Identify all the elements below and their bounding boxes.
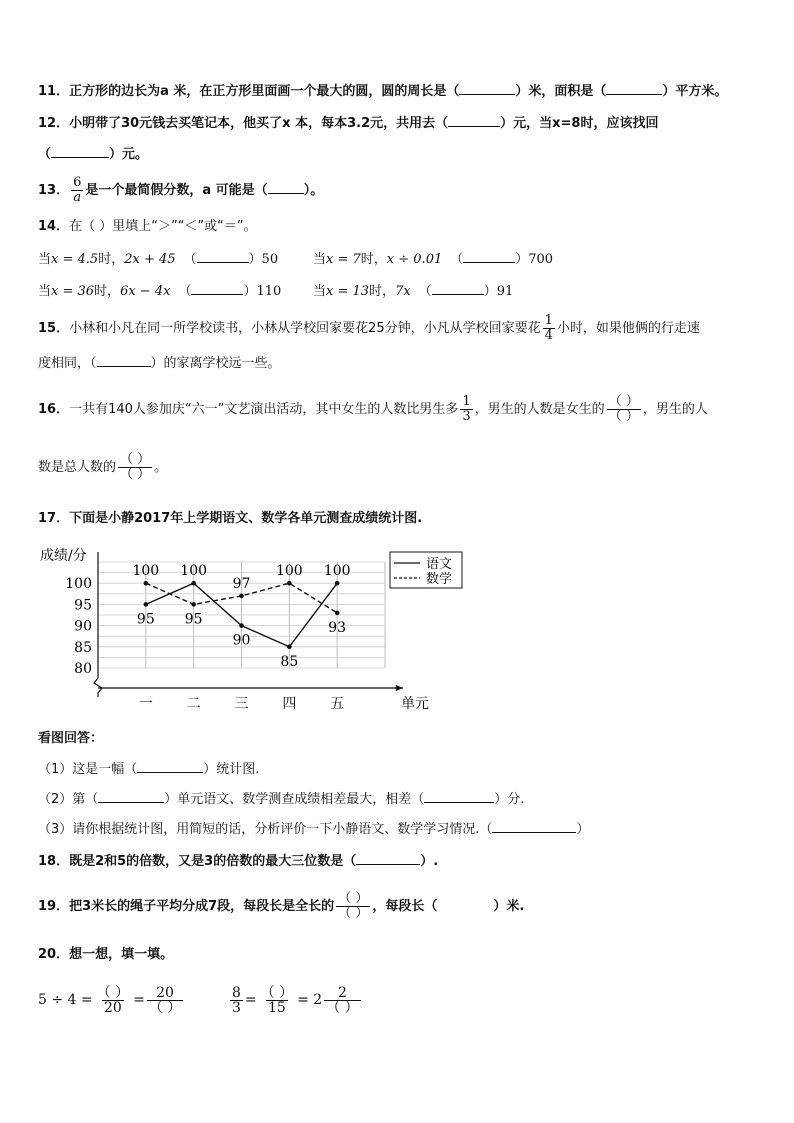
question-text: 。 [154, 460, 168, 475]
y-tick-label: 90 [74, 618, 92, 635]
question-12-cont [38, 145, 148, 164]
fraction-numerator: 2 [337, 984, 347, 1001]
mixed-number-whole: = 2 [297, 992, 323, 1008]
question-number: 18． [38, 854, 70, 869]
fraction [71, 176, 83, 205]
question-text: 既是2和5的倍数，又是3的倍数的最大三位数是（ [69, 854, 357, 869]
fraction [543, 314, 555, 343]
fraction-numerator: 1 [544, 313, 553, 328]
fraction-denominator: 4 [544, 328, 553, 343]
question-number: 11． [38, 84, 70, 99]
question-19 [38, 890, 524, 924]
question-text: （ [38, 147, 52, 162]
question-number: 12． [38, 116, 70, 131]
question-text: 数是总人数的 [38, 460, 117, 475]
question-text: 把3米长的绳子平均分成7段，每段长是全长的 [69, 899, 335, 914]
question-12 [38, 114, 658, 133]
answer-blank[interactable] [197, 250, 249, 263]
answer-blank[interactable] [356, 852, 420, 865]
question-text: ）统计图. [203, 762, 260, 777]
data-point-数学 [239, 594, 244, 599]
y-tick-label: 80 [74, 661, 92, 677]
paren: （ [418, 284, 432, 299]
data-label-语文: 95 [136, 611, 155, 628]
question-text: 正方形的边长为a 米，在正方形里面画一个最大的圆，圆的周长是（ [69, 84, 460, 99]
question-number: 14． [38, 219, 70, 234]
data-label-语文: 100 [180, 563, 208, 580]
blank-fraction[interactable] [607, 395, 641, 424]
x-tick-label: 五 [330, 696, 345, 712]
paren: ） [248, 252, 262, 267]
question-number: 16． [38, 402, 70, 417]
data-label-语文: 85 [280, 653, 299, 670]
question-text: ）米. [493, 899, 525, 914]
fraction-denominator[interactable]: （ ） [148, 999, 182, 1016]
question-17 [38, 510, 422, 528]
answer-blank[interactable] [463, 250, 515, 263]
question-text: ）元。 [109, 147, 149, 162]
equals-sign: = [244, 992, 257, 1008]
data-point-数学 [335, 611, 340, 616]
fraction-denominator: 3 [232, 999, 241, 1016]
answer-blank[interactable] [191, 282, 243, 295]
x-tick-label: 二 [186, 696, 201, 712]
data-point-语文 [191, 581, 196, 586]
text: 当 [38, 252, 52, 267]
expression: 7x [395, 284, 411, 299]
data-label-语文: 100 [323, 563, 351, 580]
question-text: ）。 [303, 183, 324, 198]
answer-blank[interactable] [424, 790, 494, 803]
equals-sign: = [133, 992, 145, 1008]
question-text: （3）请你根据统计图，用简短的话，分析评价一下小静语文、数学学习情况.（ [38, 822, 493, 837]
question-text: ）的家离学校远一些。 [150, 356, 281, 371]
q14-row-2-left [38, 282, 281, 301]
paren: （ [183, 252, 197, 267]
data-label-数学: 100 [275, 563, 303, 580]
question-text: 在（ ）里填上“＞”“＜”或“＝”。 [69, 219, 257, 234]
question-text: （2）第（ [38, 792, 99, 807]
fraction-numerator[interactable]: （ ） [338, 891, 369, 906]
y-tick-label: 100 [65, 576, 92, 593]
fraction [460, 395, 472, 424]
condition: x = 13 [326, 284, 370, 299]
value: 110 [256, 284, 282, 299]
question-text: （1）这是一幅（ [38, 762, 138, 777]
fraction-denominator: a [73, 190, 82, 205]
question-20 [38, 946, 173, 964]
answer-blank[interactable] [137, 760, 203, 773]
y-axis-label: 成绩/分 [40, 548, 87, 564]
question-text: ）平方米。 [662, 84, 728, 99]
condition: x = 36 [51, 284, 95, 299]
question-text: ）. [420, 854, 439, 869]
question-number: 20． [38, 947, 70, 962]
fraction-denominator[interactable]: （ ） [326, 999, 359, 1016]
q17-sub-2 [38, 790, 524, 809]
question-text: ）分. [494, 792, 525, 807]
question-text: 小时，如果他俩的行走速 [556, 321, 700, 336]
answer-blank[interactable] [448, 114, 500, 127]
question-14 [38, 218, 257, 236]
question-text: ，男生的人数是女生的 [474, 402, 605, 417]
paren: ） [515, 252, 529, 267]
question-text: 小明带了30元钱去买笔记本，他买了x 本，每本3.2元，共用去（ [69, 116, 449, 131]
fraction-numerator: 20 [156, 984, 174, 1001]
score-line-chart [40, 540, 480, 720]
blank-fraction[interactable] [147, 986, 183, 1015]
data-label-数学: 95 [184, 611, 203, 628]
question-text: 想一想，填一填。 [69, 947, 174, 962]
expression: 5 ÷ 4 = [38, 992, 93, 1008]
legend-label: 语文 [426, 557, 453, 572]
fraction-numerator[interactable]: （ ） [96, 984, 130, 1001]
data-point-数学 [144, 581, 149, 586]
question-text: ）米，面积是（ [515, 84, 607, 99]
x-tick-label: 一 [138, 696, 153, 712]
fraction-denominator[interactable]: （ ） [338, 906, 369, 921]
q14-row-1-left [38, 250, 278, 269]
blank-fraction[interactable] [118, 453, 152, 482]
answer-blank[interactable] [606, 82, 662, 95]
text: 当 [313, 252, 327, 267]
text: 时， [369, 284, 396, 299]
question-text: 度相同，（ [38, 356, 97, 371]
blank-fraction[interactable] [95, 986, 131, 1015]
chart-svg [40, 540, 480, 720]
q14-row-2-right [313, 282, 513, 301]
text: 当 [313, 284, 327, 299]
answer-blank[interactable] [268, 181, 304, 194]
paren: （ [450, 252, 464, 267]
paren: ） [483, 284, 497, 299]
q20-equation-2 [228, 980, 363, 1020]
data-point-数学 [287, 581, 292, 586]
fraction-denominator: 15 [267, 999, 286, 1016]
expression: 6x − 4x [120, 284, 171, 299]
fraction-denominator: 20 [103, 999, 122, 1016]
question-number: 19． [38, 899, 70, 914]
expression: x ÷ 0.01 [386, 252, 443, 267]
q20-equation-1 [38, 980, 185, 1020]
legend-label: 数学 [426, 572, 453, 587]
q17-sub-3 [38, 820, 589, 839]
answer-blank[interactable] [459, 82, 515, 95]
blank-fraction[interactable] [259, 986, 295, 1015]
question-text: 一共有140人参加庆“六一”文艺演出活动，其中女生的人数比男生多 [69, 402, 459, 417]
question-16-cont [38, 452, 167, 484]
fraction-denominator: 3 [462, 409, 471, 424]
text: 当 [38, 284, 52, 299]
fraction-numerator[interactable]: （ ） [260, 984, 294, 1001]
x-axis-label: 单元 [401, 696, 429, 712]
data-point-语文 [239, 623, 244, 628]
data-label-数学: 100 [132, 563, 160, 580]
question-16 [38, 394, 708, 426]
q14-row-1-right [313, 250, 553, 269]
question-text: ，男生的人 [642, 402, 708, 417]
expression: 2x + 45 [124, 252, 176, 267]
x-tick-label: 三 [234, 696, 249, 712]
data-label-语文: 90 [232, 632, 251, 649]
data-point-数学 [191, 602, 196, 607]
text: 时， [360, 252, 387, 267]
question-text: 看图回答： [38, 731, 104, 746]
text: 时， [98, 252, 125, 267]
data-point-语文 [287, 645, 292, 650]
y-tick-label: 95 [74, 597, 92, 614]
answer-blank[interactable] [51, 145, 109, 158]
question-13 [38, 176, 323, 206]
question-text: ）元，当x=8时，应该找回 [500, 116, 659, 131]
fraction-denominator[interactable]: （ ） [120, 467, 151, 482]
data-label-数学: 97 [232, 575, 251, 592]
answer-blank[interactable] [492, 820, 576, 833]
fraction-numerator: 6 [73, 175, 82, 190]
fraction-numerator[interactable]: （ ） [120, 452, 151, 467]
condition: x = 7 [326, 252, 361, 267]
question-11 [38, 82, 727, 101]
blank-fraction[interactable] [324, 986, 360, 1015]
question-number: 17． [38, 511, 70, 526]
value: 50 [261, 252, 279, 267]
x-tick-label: 四 [282, 696, 297, 712]
y-tick-label: 85 [74, 639, 92, 656]
x-axis-arrow [396, 685, 403, 691]
question-18 [38, 852, 438, 871]
question-text: ）单元语文、数学测查成绩相差最大，相差（ [164, 792, 425, 807]
value: 91 [496, 284, 514, 299]
value: 700 [528, 252, 554, 267]
data-point-语文 [144, 602, 149, 607]
condition: x = 4.5 [51, 252, 99, 267]
question-text: ） [576, 822, 590, 837]
answer-blank[interactable] [97, 354, 151, 367]
question-number: 15． [38, 321, 70, 336]
question-text: 下面是小静2017年上学期语文、数学各单元测查成绩统计图. [69, 511, 423, 526]
question-text: 是一个最简假分数，a 可能是（ [85, 183, 268, 198]
blank-fraction[interactable] [336, 892, 370, 921]
question-number: 13． [38, 183, 70, 198]
question-text: ，每段长（ [372, 899, 438, 914]
paren: （ [178, 284, 192, 299]
answer-blank[interactable] [432, 282, 484, 295]
data-label-数学: 93 [328, 619, 347, 636]
data-point-语文 [335, 581, 340, 586]
paren: ） [243, 284, 257, 299]
fraction-numerator: 8 [232, 984, 241, 1001]
q17-sub-1 [38, 760, 259, 779]
fraction-numerator[interactable]: （ ） [608, 394, 639, 409]
text: 时， [94, 284, 121, 299]
chart-questions-heading [38, 730, 103, 748]
question-15 [38, 314, 700, 344]
question-15-cont [38, 354, 281, 373]
answer-blank[interactable] [98, 790, 164, 803]
fraction [230, 986, 243, 1015]
question-text: 小林和小凡在同一所学校读书，小林从学校回家要花25分钟，小凡从学校回家要花 [69, 321, 541, 336]
fraction-numerator: 1 [462, 394, 471, 409]
fraction-denominator[interactable]: （ ） [608, 409, 639, 424]
